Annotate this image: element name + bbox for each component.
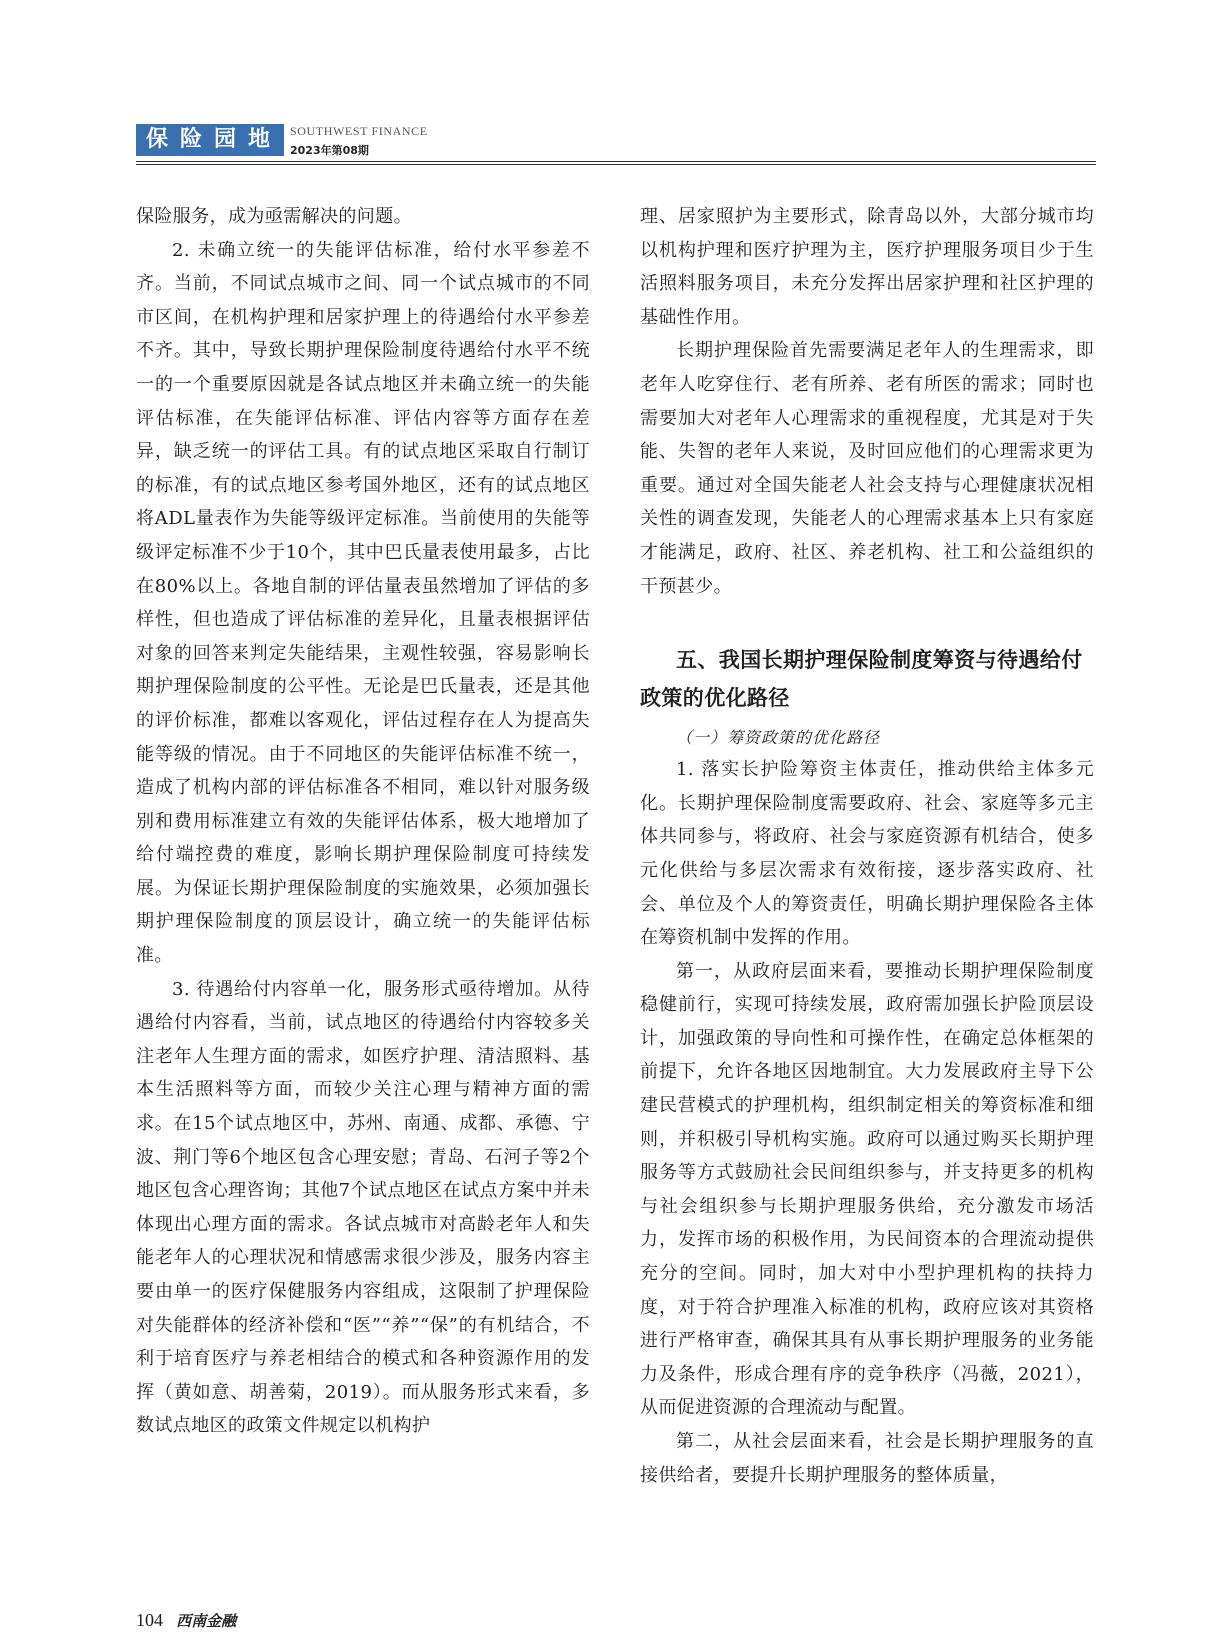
page-footer [136, 1610, 236, 1634]
paragraph-assessment-standard: 2. 未确立统一的失能评估标准，给付水平参差不齐。当前，不同试点城市之间、同一个试点城市的不同市区间，在机构护理和居家护理上的待遇给付水平参差不齐。其中，导致长期护理保险制度待遇给付水平不统一的一个重要原因就是各试点地区并未确立统一的失能评估标准，在失能评估标准、评估内容等方面存在差异，缺乏统一的评估工具。有的试点地区采取自行制订的标准，有的试点地区参考国外地区，还有的试点地区将ADL量表作为失能等级评定标准。当前使用的失能等级评定标准不少于10个，其中巴氏量表使用最多，占比在80%以上。各地自制的评估量表虽然增加了评估的多样性，但也造成了评估标准的差异化，且量表根据评估对象的回答来判定失能结果，主观性较强，容易影响长期护理保险制度的公平性。无论是巴氏量表，还是其他的评价标准，都难以客观化，评估过程存在人为提高失能等级的情况。由于不同地区的失能评估标准不统一，造成了机构内部的评估标准各不相同，难以针对服务级别和费用标准建立有效的失能评估体系，极大地增加了给付端控费的难度，影响长期护理保险制度可持续发展。为保证长期护理保险制度的实施效果，必须加强长期护理保险制度的顶层设计，确立统一的失能评估标准。 [136, 239, 590, 967]
section-tag: 保险园地 [136, 124, 284, 156]
issue-label: 2023年第08期 [290, 144, 369, 157]
right-column [640, 200, 1094, 1492]
section-heading: 五、我国长期护理保险制度筹资与待遇给付政策的优化路径 [640, 648, 1083, 711]
journal-name: 西南金融 [176, 1612, 237, 1630]
paragraph-elderly-needs: 长期护理保险首先需要满足老年人的生理需求，即老年人吃穿住行、老有所养、老有所医的需求；同时也需要加大对老年人心理需求的重视程度，尤其是对于失能、失智的老年人来说，及时回应他们的心理需求更为重要。通过对全国失能老人社会支持与心理健康状况相关性的调查发现，失能老人的心理需求基本上只有家庭才能满足，政府、社区、养老机构、社工和公益组织的干预甚少。 [640, 340, 1094, 597]
paragraph-benefit-content: 3. 待遇给付内容单一化，服务形式亟待增加。从待遇给付内容看，当前，试点地区的待遇给付内容较多关注老年人生理方面的需求，如医疗护理、清洁照料、基本生活照料等方面，而较少关注心理与精神方面的需求。在15个试点地区中，苏州、南通、成都、承德、宁波、荆门等6个地区包含心理安慰；青岛、石河子等2个地区包含心理咨询；其他7个试点地区在试点方案中并未体现出心理方面的需求。各试点城市对高龄老年人和失能老年人的心理状况和情感需求很少涉及，服务内容主要由单一的医疗保健服务内容组成，这限制了护理保险对失能群体的经济补偿和“医”“养”“保”的有机结合，不利于培育医疗与养老相结合的模式和各种资源作用的发挥（黄如意、胡善菊，2019）。而从服务形式来看，多数试点地区的政策文件规定以机构护 [136, 978, 590, 1437]
page-number: 104 [136, 1610, 163, 1630]
paragraph-society-level: 第二，从社会层面来看，社会是长期护理服务的直接供给者，要提升长期护理服务的整体质量， [640, 1431, 1094, 1486]
sub-heading: （一）筹资政策的优化路径 [676, 728, 881, 748]
left-column [136, 200, 590, 1443]
paragraph-continuation: 保险服务，成为亟需解决的问题。 [136, 206, 412, 227]
header-rule-top [136, 161, 1096, 162]
paragraph-government-level: 第一，从政府层面来看，要推动长期护理保险制度稳健前行，实现可持续发展，政府需加强长护险顶层设计，加强政策的导向性和可操作性，在确定总体框架的前提下，允许各地区因地制宜。大力发展政府主导下公建民营模式的护理机构，组织制定相关的筹资标准和细则，并积极引导机构实施。政府可以通过购买长期护理服务等方式鼓励社会民间组织参与，并支持更多的机构与社会组织参与长期护理服务供给，充分激发市场活力，发挥市场的积极作用，为民间资本的合理流动提供充分的空间。同时，加大对中小型护理机构的扶持力度，对于符合护理准入标准的机构，政府应该对其资格进行严格审查，确保其具有从事长期护理服务的业务能力及条件，形成合理有序的竞争秩序（冯薇，2021），从而促进资源的合理流动与配置。 [640, 960, 1094, 1419]
paragraph-service-form: 理、居家照护为主要形式，除青岛以外，大部分城市均以机构护理和医疗护理为主，医疗护理服务项目少于生活照料服务项目，未充分发挥出居家护理和社区护理的基础性作用。 [640, 206, 1094, 328]
page-header [136, 120, 1096, 166]
header-rule-bottom [136, 164, 1096, 165]
paragraph-financing-responsibility: 1. 落实长护险筹资主体责任，推动供给主体多元化。长期护理保险制度需要政府、社会、家庭等多元主体共同参与，将政府、社会与家庭资源有机结合，使多元化供给与多层次需求有效衔接，逐步落实政府、社会、单位及个人的筹资责任，明确长期护理保险各主体在筹资机制中发挥的作用。 [640, 759, 1094, 949]
masthead-name: SOUTHWEST FINANCE [290, 124, 428, 138]
